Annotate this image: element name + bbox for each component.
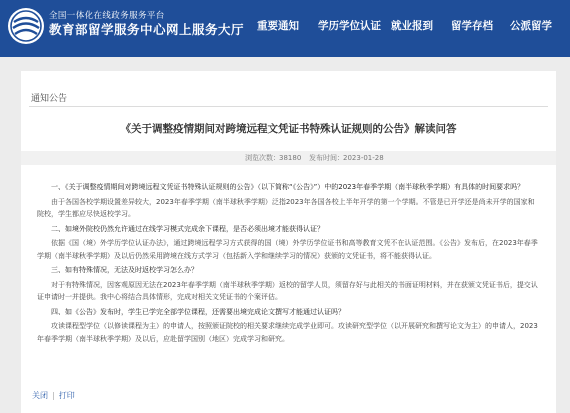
date-label: 发布时间：: [309, 154, 344, 162]
publish-date: 2023-01-28: [343, 154, 384, 162]
breadcrumb: 通知公告: [31, 94, 68, 104]
platform-name: 全国一体化在线政务服务平台: [49, 11, 165, 21]
answer-3: 对于有特殊情况，因客观原因无法在2023年春季学期（南半球秋季学期）返校的留学人员，须留存好与此相关的书面证明材料，并在获颁文凭证书后，提交认证申请时一并提供。我中心将结合具体情形，完成对相关文凭证书的个案评估。: [37, 280, 538, 302]
site-title[interactable]: 教育部留学服务中心网上服务大厅: [49, 22, 245, 37]
nav-item-state-sponsored[interactable]: 公派留学: [510, 20, 552, 32]
nav-item-notices[interactable]: 重要通知: [257, 20, 299, 32]
question-4: 四、如《公告》发布时，学生已学完全部学位课程，还需要出境完成论文撰写才能通过认证吗？: [51, 307, 345, 316]
answer-2: 依据《国（境）外学历学位认证办法》，通过跨境远程学习方式获得的国（境）外学历学位证书和高等教育文凭不在认证范围。《公告》发布后，在2023年春季学期（南半球秋季学期）及以后仍然采用跨境在线方式学习（包括新入学和继续学习的情况）获颁的文凭证书，将不能获得认证。: [37, 239, 538, 260]
answer-4: 攻读课程型学位（以修读课程为主）的申请人，按照颁证院校的相关要求继续完成学业即可。攻读研究型学位（以开展研究和撰写论文为主）的申请人，2023年春季学期（南半球秋季学期）及以后，应赴留学国别（地区）完成学习和研究。: [37, 322, 538, 343]
separator: |: [52, 391, 55, 400]
views-label: 浏览次数：: [245, 154, 280, 162]
question-1: 一、《关于调整疫情期间对跨境远程文凭证书特殊认证规则的公告》（以下简称“《公告》”）中的2023年春季学期（南半球秋季学期）有具体的时间要求吗？: [51, 183, 525, 191]
question-3: 三、如有特殊情况，无法及时返校学习怎么办？: [51, 266, 198, 275]
logo-icon[interactable]: [6, 6, 46, 46]
answer-1: 由于各国各校学期设置差异较大，2023年春季学期（南半球秋季学期）泛指2023年各国各校上半年开学的第一个学期。不管是已开学还是尚未开学的国家和院校，学生都应尽快返校学习。: [37, 197, 535, 218]
views-count: 38180: [279, 154, 302, 162]
divider: [29, 106, 548, 107]
article-title: 《关于调整疫情期间对跨境远程文凭证书特殊认证规则的公告》解读问答: [120, 123, 457, 135]
article-meta: [21, 151, 556, 165]
print-link[interactable]: 打印: [58, 391, 75, 400]
article-actions: [32, 390, 75, 401]
article-panel: [21, 71, 556, 413]
question-2: 二、如境外院校仍然允许通过在线学习模式完成余下课程，是否必须出境才能获得认证？: [51, 224, 324, 233]
site-header: [0, 0, 570, 57]
nav-item-degree-verification[interactable]: 学历学位认证: [318, 20, 381, 32]
close-link[interactable]: 关闭: [32, 391, 48, 400]
nav-item-archives[interactable]: 留学存档: [451, 20, 493, 32]
nav-item-employment-report[interactable]: 就业报到: [391, 20, 433, 32]
article-body: [37, 181, 539, 347]
